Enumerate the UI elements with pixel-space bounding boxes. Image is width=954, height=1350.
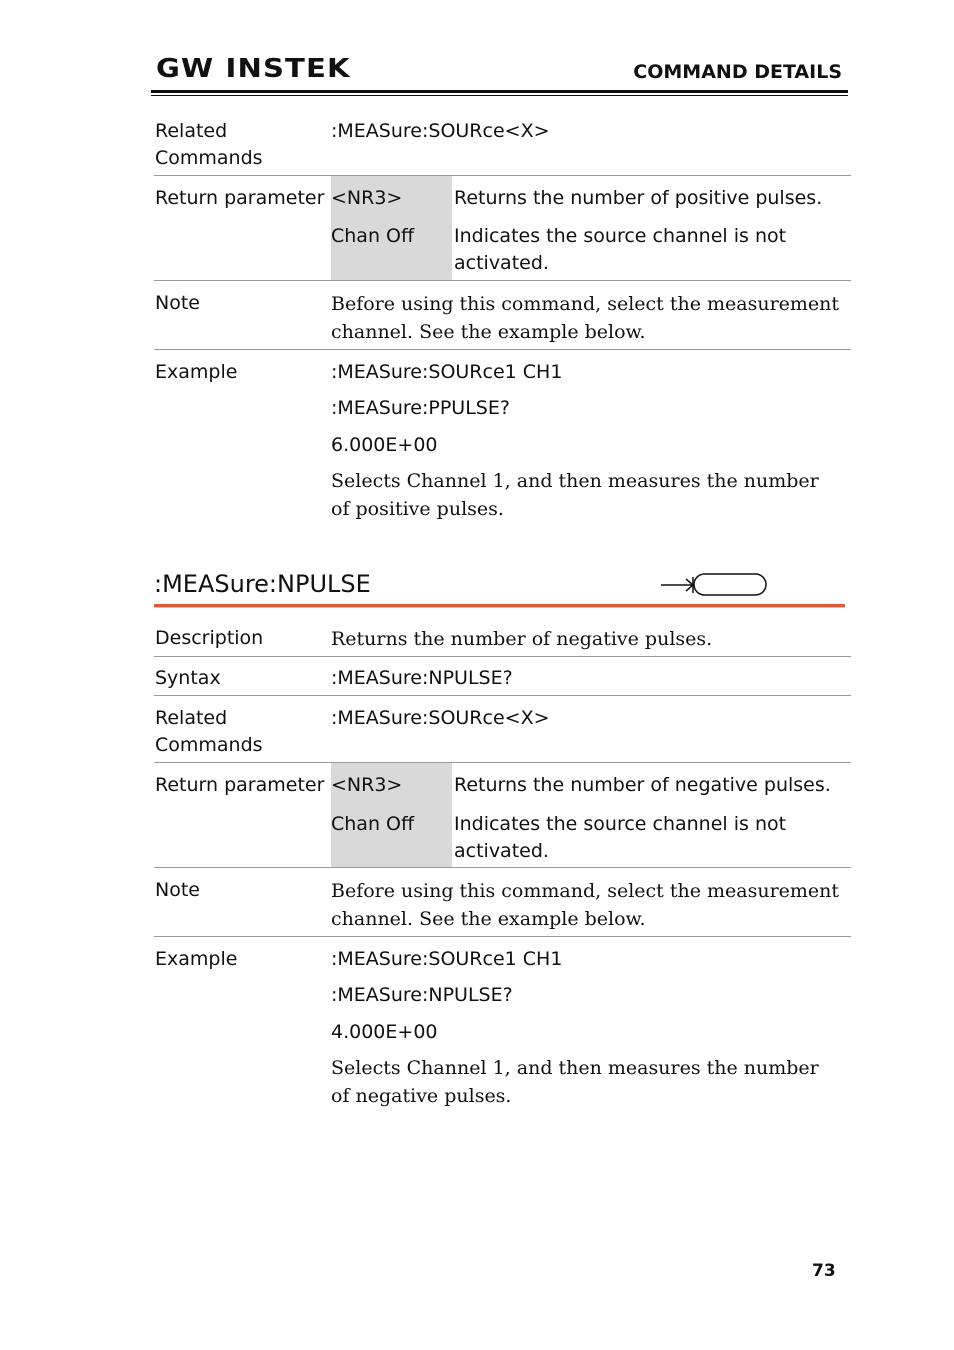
row-divider [154,762,851,763]
syntax-value: :MEASure:NPULSE? [331,667,513,689]
row-divider [154,695,851,696]
row-divider [154,175,851,176]
note-label: Note [155,292,200,314]
return-desc-chan-off: Indicates the source channel is not activated. [454,813,787,862]
return-desc-nr3: Returns the number of negative pulses. [454,774,831,796]
note-label: Note [155,879,200,901]
example-result: 4.000E+00 [331,1021,438,1043]
related-commands-value: :MEASure:SOURce<X> [331,707,550,729]
example-line: :MEASure:SOURce1 CH1 [331,948,563,970]
example-label: Example [155,361,238,383]
command-title: :MEASure:NPULSE [154,570,371,598]
row-divider [154,280,851,281]
example-description: Selects Channel 1, and then measures the number of negative pulses. [331,1057,819,1107]
return-param-nr3: <NR3> [331,187,403,209]
example-line: :MEASure:PPULSE? [331,397,510,419]
example-line: :MEASure:NPULSE? [331,984,513,1006]
return-param-nr3: <NR3> [331,774,403,796]
example-label: Example [155,948,238,970]
query-icon [660,571,770,599]
related-commands-label: Related Commands [155,120,263,169]
return-parameter-label: Return parameter [155,774,325,796]
related-commands-label: Related Commands [155,707,263,756]
return-param-chan-off: Chan Off [331,813,415,835]
title-rule-shadow [154,607,845,608]
description-text: Returns the number of negative pulses. [331,628,713,650]
example-result: 6.000E+00 [331,434,438,456]
section-title: COMMAND DETAILS [633,61,842,83]
row-divider [154,349,851,350]
page-number: 73 [812,1261,836,1281]
return-desc-nr3: Returns the number of positive pulses. [454,187,823,209]
row-divider [154,936,851,937]
brand-logo: GW INSTEK [156,54,351,84]
return-desc-chan-off: Indicates the source channel is not activated. [454,225,787,274]
example-line: :MEASure:SOURce1 CH1 [331,361,563,383]
description-label: Description [155,627,264,649]
note-text: Before using this command, select the measurement channel. See the example below. [331,880,840,930]
example-description: Selects Channel 1, and then measures the number of positive pulses. [331,470,819,520]
header-rule-thin [151,95,848,96]
return-parameter-label: Return parameter [155,187,325,209]
header-rule [151,90,848,93]
row-divider [154,867,851,868]
return-param-chan-off: Chan Off [331,225,415,247]
row-divider [154,656,851,657]
syntax-label: Syntax [155,667,221,689]
related-commands-value: :MEASure:SOURce<X> [331,120,550,142]
note-text: Before using this command, select the measurement channel. See the example below. [331,293,840,343]
